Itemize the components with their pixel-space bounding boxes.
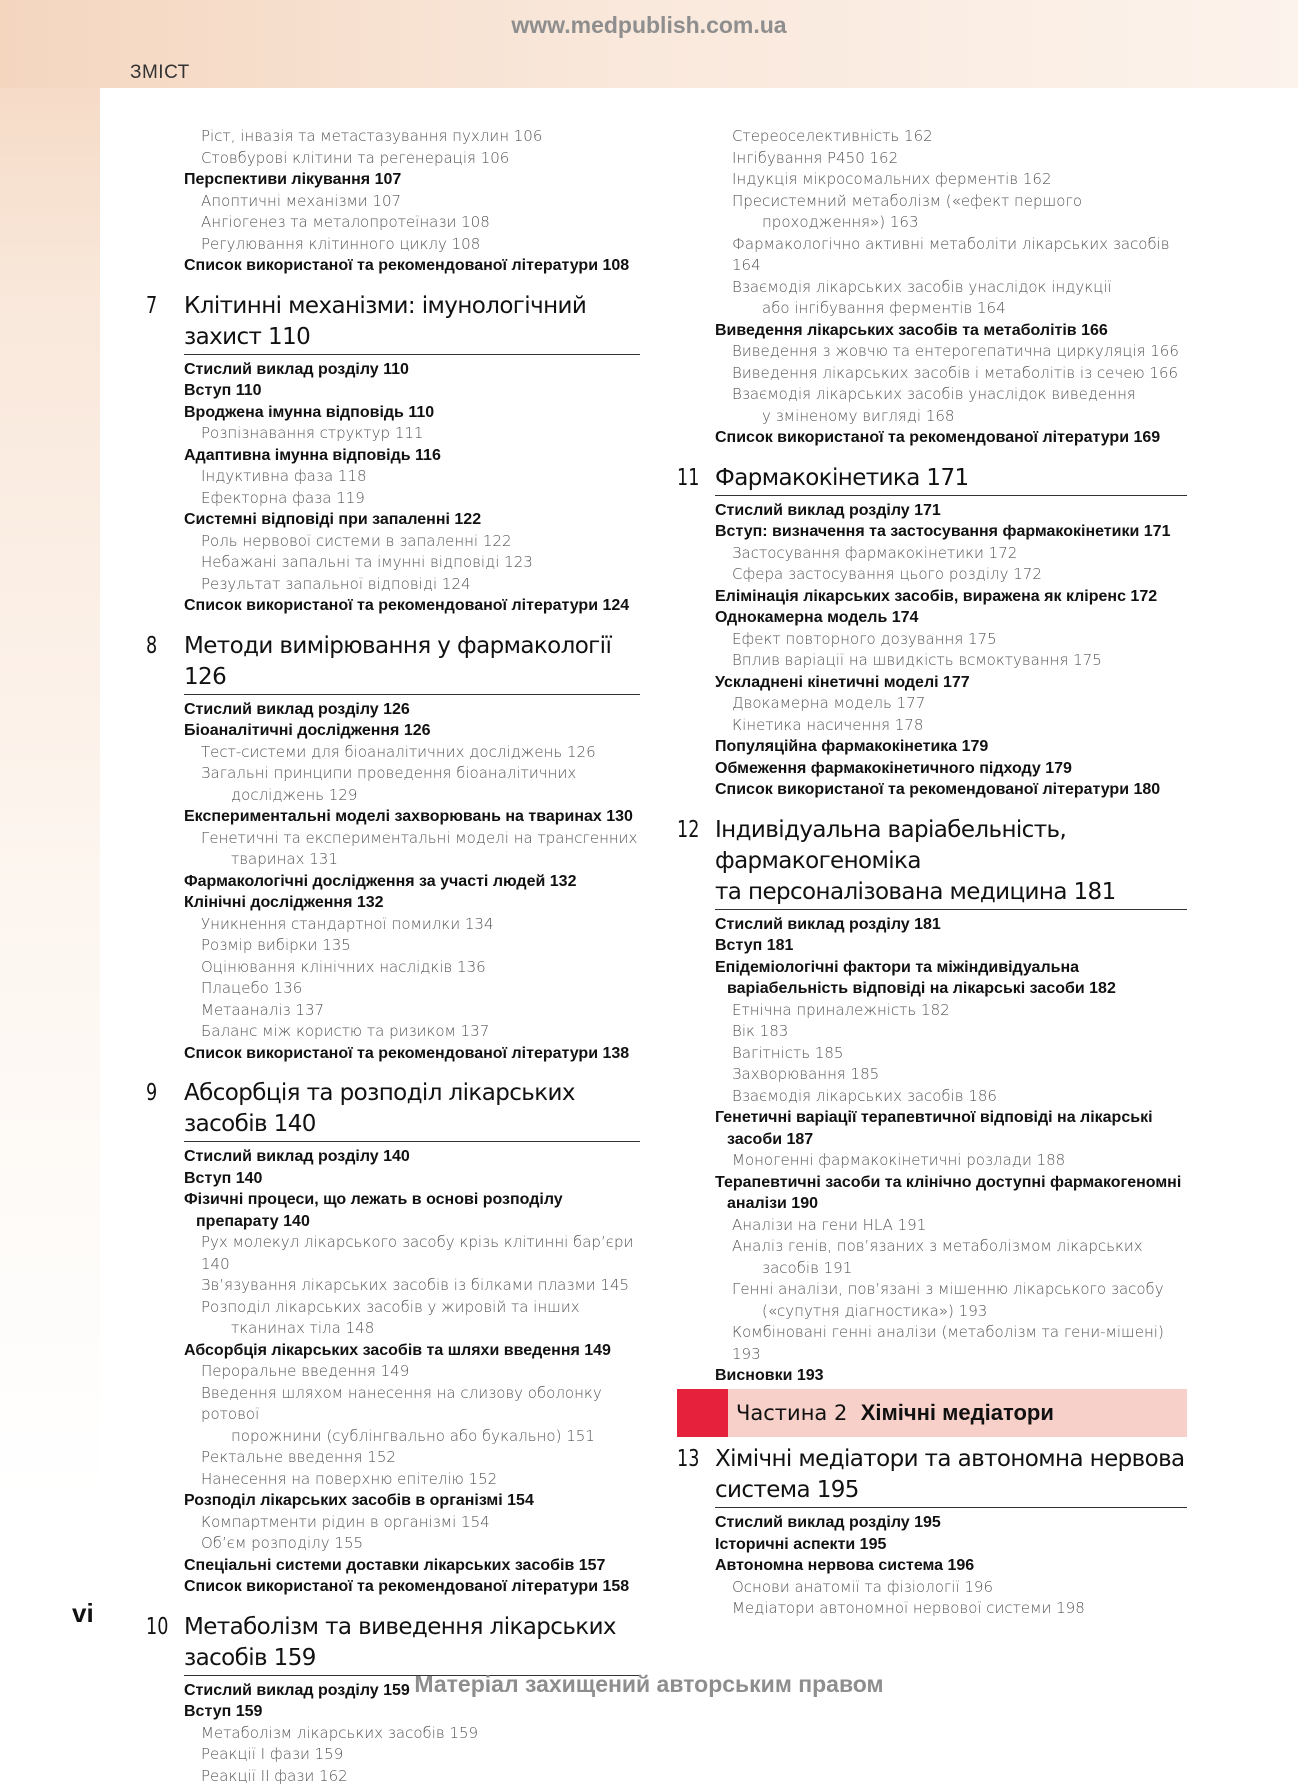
toc-subsection-entry[interactable]: [201, 1000, 640, 1022]
toc-section-entry[interactable]: [184, 720, 640, 742]
toc-entry-text: Список використаної та рекомендованої літератури 108: [184, 257, 629, 274]
toc-section-entry[interactable]: [184, 1576, 640, 1598]
toc-entry-text: Елімінація лікарських засобів, виражена як кліренс 172: [715, 588, 1157, 605]
toc-entry-text: Терапевтичні засоби та клінічно доступні фармакогеномні: [715, 1174, 1181, 1191]
toc-entry-text: Метааналіз 137: [201, 1001, 324, 1019]
chapter-heading: [146, 291, 640, 355]
toc-entry-text: Аналіз генів, пов’язаних з метаболізмом лікарських: [732, 1237, 1143, 1255]
toc-subsection-entry[interactable]: [201, 552, 640, 574]
toc-entry-text: Вік 183: [732, 1022, 788, 1040]
chapter-title-text: Фармакокінетика 171: [715, 463, 969, 494]
toc-entry-text: Перспективи лікування 107: [184, 171, 401, 188]
toc-entry-text: Вступ: визначення та застосування фармакокінетики 171: [715, 523, 1170, 540]
toc-subsection-entry[interactable]: [732, 1086, 1187, 1108]
toc-subsection-entry[interactable]: [732, 564, 1187, 586]
chapter-title-text: Хімічні медіатори та автономна нервова: [715, 1444, 1185, 1475]
toc-entry-text: Пресистемний метаболізм («ефект першого: [732, 192, 1082, 210]
toc-subsection-entry[interactable]: [201, 1383, 640, 1448]
chapter-heading: [677, 463, 1187, 496]
toc-section-entry[interactable]: [184, 1340, 640, 1362]
toc-subsection-entry[interactable]: [732, 341, 1187, 363]
toc-entry-text: Ефект повторного дозування 175: [732, 630, 997, 648]
toc-subsection-entry[interactable]: [732, 148, 1187, 170]
chapter-title: [184, 1078, 640, 1142]
toc-subsection-entry[interactable]: [732, 629, 1187, 651]
toc-entry-text: Небажані запальні та імунні відповіді 123: [201, 553, 533, 571]
toc-subsection-entry[interactable]: [201, 1744, 640, 1766]
toc-subsection-entry[interactable]: [201, 1361, 640, 1383]
toc-entry-text: Об’єм розподілу 155: [201, 1534, 363, 1552]
toc-entry-text: Фізичні процеси, що лежать в основі розподілу: [184, 1191, 563, 1208]
toc-subsection-entry[interactable]: [201, 1275, 640, 1297]
toc-entry-text: Виведення лікарських засобів і метаболітів із сечею 166: [732, 364, 1178, 382]
toc-entry-text: Вступ 181: [715, 937, 793, 954]
chapter-number: 10: [146, 1612, 178, 1676]
chapter-title-text: Клітинні механізми: імунологічний захист 110: [184, 291, 640, 353]
toc-entry-text: Генетичні варіації терапевтичної відповіді на лікарські: [715, 1109, 1153, 1126]
chapter-title-continuation: та персоналізована медицина 181: [715, 877, 1187, 908]
toc-section-entry[interactable]: [184, 595, 640, 617]
toc-subsection-entry[interactable]: [201, 1469, 640, 1491]
toc-entry-text: Тест-системи для біоаналітичних досліджень 126: [201, 743, 596, 761]
toc-section-entry[interactable]: [184, 1168, 640, 1190]
toc-entry-text: Біоаналітичні дослідження 126: [184, 722, 431, 739]
toc-entry-text: Стислий виклад розділу 140: [184, 1148, 410, 1165]
chapter-title-text: Абсорбція та розподіл лікарських засобів 140: [184, 1078, 640, 1140]
toc-entry-text: Нанесення на поверхню епітелію 152: [201, 1470, 497, 1488]
toc-section-entry[interactable]: [715, 1365, 1187, 1387]
toc-section-entry[interactable]: [184, 892, 640, 914]
toc-entry-continuation: тваринах 131: [231, 849, 640, 871]
toc-entry-text: Вагітність 185: [732, 1044, 843, 1062]
toc-entry-text: Взаємодія лікарських засобів унаслідок виведення: [732, 385, 1136, 403]
chapter-number: 7: [146, 291, 178, 355]
chapter-number: 13: [677, 1444, 709, 1508]
toc-entry-text: Етнічна приналежність 182: [732, 1001, 950, 1019]
toc-entry-text: Розподіл лікарських засобів у жировій та інших: [201, 1298, 580, 1316]
chapter-number: 9: [146, 1078, 178, 1142]
chapter-heading: [146, 1612, 640, 1676]
toc-entry-continuation: або інгібування ферментів 164: [762, 298, 1187, 320]
toc-subsection-entry[interactable]: [732, 650, 1187, 672]
toc-section-entry[interactable]: [715, 736, 1187, 758]
toc-subsection-entry[interactable]: [732, 1150, 1187, 1172]
toc-entry-text: Спеціальні системи доставки лікарських засобів 157: [184, 1557, 605, 1574]
chapter-title: [184, 631, 640, 695]
toc-section-entry[interactable]: [184, 1555, 640, 1577]
toc-entry-text: Кінетика насичення 178: [732, 716, 923, 734]
toc-entry-text: Список використаної та рекомендованої літератури 180: [715, 781, 1160, 798]
toc-section-entry[interactable]: [715, 1172, 1187, 1215]
toc-entry-text: Автономна нервова система 196: [715, 1557, 974, 1574]
toc-section-entry[interactable]: [715, 1512, 1187, 1534]
toc-entry-text: Історичні аспекти 195: [715, 1536, 886, 1553]
toc-section-entry[interactable]: [184, 1146, 640, 1168]
toc-entry-text: Оцінювання клінічних наслідків 136: [201, 958, 486, 976]
toc-subsection-entry[interactable]: [732, 1577, 1187, 1599]
side-band: [0, 0, 100, 1711]
toc-entry-text: Стислий виклад розділу 195: [715, 1514, 941, 1531]
chapter-title: [184, 1612, 640, 1676]
toc-entry-text: Регулювання клітинного циклу 108: [201, 235, 480, 253]
part-banner: [677, 1389, 1187, 1437]
toc-entry-text: Ангіогенез та металопротеїнази 108: [201, 213, 490, 231]
toc-subsection-entry[interactable]: [201, 1447, 640, 1469]
toc-entry-continuation: варіабельність відповіді на лікарські засоби 182: [727, 978, 1187, 1000]
toc-subsection-entry[interactable]: [201, 234, 640, 256]
toc-section-entry[interactable]: [715, 1107, 1187, 1150]
toc-subsection-entry[interactable]: [201, 126, 640, 148]
toc-subsection-entry[interactable]: [732, 234, 1187, 277]
toc-section-entry[interactable]: [715, 957, 1187, 1000]
toc-entry-continuation: препарату 140: [196, 1211, 640, 1233]
toc-entry-text: Роль нервової системи в запаленні 122: [201, 532, 512, 550]
toc-section-entry[interactable]: [184, 1701, 640, 1723]
toc-section-entry[interactable]: [715, 672, 1187, 694]
toc-subsection-entry[interactable]: [201, 978, 640, 1000]
toc-subsection-entry[interactable]: [201, 828, 640, 871]
chapter-title: [715, 463, 1187, 496]
toc-subsection-entry[interactable]: [732, 543, 1187, 565]
toc-entry-text: Стислий виклад розділу 126: [184, 701, 410, 718]
toc-entry-continuation: засоби 187: [727, 1129, 1187, 1151]
toc-section-entry[interactable]: [715, 586, 1187, 608]
toc-subsection-entry[interactable]: [201, 191, 640, 213]
toc-entry-text: Вступ 140: [184, 1170, 262, 1187]
toc-entry-text: Метаболізм лікарських засобів 159: [201, 1724, 478, 1742]
toc-entry-continuation: порожнини (сублінгвально або букально) 151: [231, 1426, 640, 1448]
toc-column-right: [677, 126, 1187, 1408]
toc-subsection-entry[interactable]: [732, 693, 1187, 715]
toc-entry-text: Обмеження фармакокінетичного підходу 179: [715, 760, 1072, 777]
toc-entry-text: Моногенні фармакокінетичні розлади 188: [732, 1151, 1065, 1169]
toc-entry-text: Компартменти рідин в організмі 154: [201, 1513, 490, 1531]
toc-subsection-entry[interactable]: [201, 1723, 640, 1745]
toc-subsection-entry[interactable]: [201, 763, 640, 806]
toc-section-entry[interactable]: [184, 1043, 640, 1065]
toc-entry-text: Плацебо 136: [201, 979, 302, 997]
toc-entry-text: Введення шляхом нанесення на слизову оболонку ротової: [201, 1384, 602, 1424]
chapter-title-text: Методи вимірювання у фармакології 126: [184, 631, 640, 693]
toc-subsection-entry[interactable]: [732, 1064, 1187, 1086]
toc-entry-text: Стислий виклад розділу 181: [715, 916, 941, 933]
watermark-copyright: Матеріал захищений авторським правом: [0, 1671, 1298, 1698]
toc-subsection-entry[interactable]: [732, 715, 1187, 737]
toc-subsection-entry[interactable]: [201, 957, 640, 979]
chapter-title-text: Метаболізм та виведення лікарських засобів 159: [184, 1612, 640, 1674]
toc-section-entry[interactable]: [715, 320, 1187, 342]
toc-entry-text: Фармакологічно активні метаболіти лікарських засобів 164: [732, 235, 1170, 275]
toc-entry-text: Застосування фармакокінетики 172: [732, 544, 1017, 562]
toc-section-entry[interactable]: [184, 380, 640, 402]
toc-section-entry[interactable]: [715, 779, 1187, 801]
toc-entry-text: Вступ 110: [184, 382, 262, 399]
toc-subsection-entry[interactable]: [732, 169, 1187, 191]
toc-subsection-entry[interactable]: [732, 277, 1187, 320]
chapter-number: 11: [677, 463, 709, 496]
toc-entry-text: Баланс між користю та ризиком 137: [201, 1022, 489, 1040]
toc-section-entry[interactable]: [715, 427, 1187, 449]
toc-entry-text: Абсорбція лікарських засобів та шляхи введення 149: [184, 1342, 611, 1359]
chapter-heading: [146, 1078, 640, 1142]
toc-entry-text: Рух молекул лікарського засобу крізь клітинні бар’єри 140: [201, 1233, 633, 1273]
toc-subsection-entry[interactable]: [732, 191, 1187, 234]
toc-section-entry[interactable]: [715, 521, 1187, 543]
toc-entry-text: Вплив варіації на швидкість всмоктування 175: [732, 651, 1102, 669]
toc-entry-text: Двокамерна модель 177: [732, 694, 925, 712]
toc-entry-text: Системні відповіді при запаленні 122: [184, 511, 481, 528]
page-number: vi: [72, 1598, 94, 1629]
toc-subsection-entry[interactable]: [201, 531, 640, 553]
toc-entry-text: Висновки 193: [715, 1367, 824, 1384]
toc-entry-text: Захворювання 185: [732, 1065, 879, 1083]
toc-entry-continuation: тканинах тіла 148: [231, 1318, 640, 1340]
toc-subsection-entry[interactable]: [732, 1279, 1187, 1322]
toc-subsection-entry[interactable]: [732, 363, 1187, 385]
toc-entry-text: Уникнення стандартної помилки 134: [201, 915, 494, 933]
toc-section-entry[interactable]: [184, 871, 640, 893]
toc-entry-text: Виведення з жовчю та ентерогепатична циркуляція 166: [732, 342, 1179, 360]
toc-entry-text: Пероральне введення 149: [201, 1362, 409, 1380]
toc-section-entry[interactable]: [184, 359, 640, 381]
toc-entry-text: Ефекторна фаза 119: [201, 489, 365, 507]
toc-entry-text: Розмір вибірки 135: [201, 936, 351, 954]
part-color-block: [677, 1389, 728, 1437]
toc-entry-text: Вроджена імунна відповідь 110: [184, 404, 434, 421]
toc-entry-text: Адаптивна імунна відповідь 116: [184, 447, 441, 464]
toc-entry-continuation: у зміненому вигляді 168: [762, 406, 1187, 428]
toc-entry-text: Фармакологічні дослідження за участі людей 132: [184, 873, 576, 890]
toc-subsection-entry[interactable]: [201, 914, 640, 936]
toc-section-entry[interactable]: [184, 445, 640, 467]
toc-subsection-entry[interactable]: [732, 1021, 1187, 1043]
toc-section-entry[interactable]: [184, 402, 640, 424]
toc-subsection-entry[interactable]: [201, 574, 640, 596]
toc-entry-text: Розпізнавання структур 111: [201, 424, 423, 442]
toc-subsection-entry[interactable]: [732, 1000, 1187, 1022]
toc-section-entry[interactable]: [715, 500, 1187, 522]
toc-entry-text: Стислий виклад розділу 110: [184, 361, 409, 378]
toc-section-entry[interactable]: [715, 1555, 1187, 1577]
toc-entry-text: Стислий виклад розділу 171: [715, 502, 941, 519]
toc-entry-text: Виведення лікарських засобів та метаболітів 166: [715, 322, 1108, 339]
toc-subsection-entry[interactable]: [201, 212, 640, 234]
toc-subsection-entry[interactable]: [732, 1043, 1187, 1065]
chapter-title: [715, 815, 1187, 910]
chapter-heading: [146, 631, 640, 695]
toc-entry-text: Ускладнені кінетичні моделі 177: [715, 674, 970, 691]
toc-entry-text: Стовбурові клітини та регенерація 106: [201, 149, 509, 167]
chapter-heading: [677, 815, 1187, 910]
toc-entry-continuation: («супутня діагностика») 193: [762, 1301, 1187, 1323]
toc-entry-continuation: досліджень 129: [231, 785, 640, 807]
toc-entry-text: Загальні принципи проведення біоаналітичних: [201, 764, 576, 782]
toc-entry-text: Апоптичні механізми 107: [201, 192, 401, 210]
toc-column-left: [146, 126, 640, 1787]
toc-entry-text: Популяційна фармакокінетика 179: [715, 738, 988, 755]
toc-subsection-entry[interactable]: [732, 1322, 1187, 1365]
running-head: ЗМІСТ: [130, 62, 190, 84]
toc-subsection-entry[interactable]: [201, 1766, 640, 1787]
toc-entry-continuation: проходження») 163: [762, 212, 1187, 234]
toc-section-entry[interactable]: [184, 1490, 640, 1512]
toc-entry-text: Інгібування Р450 162: [732, 149, 898, 167]
chapter-heading: [677, 1444, 1187, 1508]
toc-subsection-entry[interactable]: [732, 1215, 1187, 1237]
toc-entry-text: Сфера застосування цього розділу 172: [732, 565, 1042, 583]
toc-section-entry[interactable]: [184, 169, 640, 191]
toc-column-right-lower: [677, 1444, 1187, 1620]
toc-entry-text: Однокамерна модель 174: [715, 609, 918, 626]
part-label: Частина 2: [736, 1401, 847, 1425]
toc-entry-text: Експериментальні моделі захворювань на тваринах 130: [184, 808, 633, 825]
toc-section-entry[interactable]: [184, 509, 640, 531]
toc-subsection-entry[interactable]: [201, 1232, 640, 1275]
toc-section-entry[interactable]: [184, 1189, 640, 1232]
toc-subsection-entry[interactable]: [201, 466, 640, 488]
toc-section-entry[interactable]: [715, 935, 1187, 957]
toc-subsection-entry[interactable]: [201, 148, 640, 170]
toc-entry-text: Список використаної та рекомендованої літератури 158: [184, 1578, 629, 1595]
toc-entry-text: Список використаної та рекомендованої літератури 169: [715, 429, 1160, 446]
toc-subsection-entry[interactable]: [732, 1236, 1187, 1279]
toc-entry-text: Клінічні дослідження 132: [184, 894, 384, 911]
toc-subsection-entry[interactable]: [732, 126, 1187, 148]
toc-entry-text: Генетичні та експериментальні моделі на трансгенних: [201, 829, 637, 847]
toc-entry-text: Стереоселективність 162: [732, 127, 933, 145]
toc-entry-text: Результат запальної відповіді 124: [201, 575, 471, 593]
chapter-title: [184, 291, 640, 355]
toc-entry-text: Реакції ІІ фази 162: [201, 1767, 348, 1785]
toc-entry-text: Стислий виклад розділу 159: [184, 1682, 410, 1699]
part-title: Хімічні медіатори: [861, 1400, 1054, 1425]
toc-entry-text: Медіатори автономної нервової системи 198: [732, 1599, 1085, 1617]
toc-entry-text: Індуктивна фаза 118: [201, 467, 367, 485]
toc-entry-text: Індукція мікросомальних ферментів 162: [732, 170, 1051, 188]
toc-subsection-entry[interactable]: [201, 1533, 640, 1555]
toc-entry-text: Основи анатомії та фізіології 196: [732, 1578, 993, 1596]
chapter-title: [715, 1444, 1187, 1508]
toc-entry-text: Вступ 159: [184, 1703, 262, 1720]
toc-entry-continuation: засобів 191: [762, 1258, 1187, 1280]
toc-section-entry[interactable]: [715, 758, 1187, 780]
toc-section-entry[interactable]: [715, 914, 1187, 936]
toc-entry-text: Ріст, інвазія та метастазування пухлин 106: [201, 127, 542, 145]
toc-subsection-entry[interactable]: [201, 423, 640, 445]
toc-entry-text: Реакції І фази 159: [201, 1745, 343, 1763]
toc-entry-text: Аналізи на гени HLA 191: [732, 1216, 926, 1234]
toc-subsection-entry[interactable]: [201, 935, 640, 957]
watermark-url: www.medpublish.com.ua: [0, 12, 1298, 39]
toc-entry-text: Взаємодія лікарських засобів унаслідок індукції: [732, 278, 1112, 296]
toc-entry-text: Розподіл лікарських засобів в організмі 154: [184, 1492, 534, 1509]
chapter-number: 8: [146, 631, 178, 695]
chapter-number: 12: [677, 815, 709, 910]
toc-entry-text: Генні аналізи, пов’язані з мішенню лікарського засобу: [732, 1280, 1164, 1298]
toc-section-entry[interactable]: [715, 1534, 1187, 1556]
toc-subsection-entry[interactable]: [201, 1021, 640, 1043]
toc-section-entry[interactable]: [184, 806, 640, 828]
toc-subsection-entry[interactable]: [201, 1512, 640, 1534]
part-heading: [736, 1400, 1054, 1426]
toc-entry-text: Список використаної та рекомендованої літератури 124: [184, 597, 629, 614]
toc-subsection-entry[interactable]: [201, 1297, 640, 1340]
toc-section-entry[interactable]: [184, 699, 640, 721]
toc-entry-text: Комбіновані генні аналізи (метаболізм та гени-мішені) 193: [732, 1323, 1164, 1363]
toc-section-entry[interactable]: [715, 607, 1187, 629]
chapter-title-continuation: система 195: [715, 1475, 1187, 1506]
toc-entry-text: Список використаної та рекомендованої літератури 138: [184, 1045, 629, 1062]
toc-entry-text: Зв’язування лікарських засобів із білками плазми 145: [201, 1276, 629, 1294]
toc-entry-text: Ректальне введення 152: [201, 1448, 396, 1466]
toc-subsection-entry[interactable]: [201, 742, 640, 764]
toc-entry-text: Взаємодія лікарських засобів 186: [732, 1087, 997, 1105]
toc-subsection-entry[interactable]: [201, 488, 640, 510]
toc-section-entry[interactable]: [184, 255, 640, 277]
toc-entry-continuation: аналізи 190: [727, 1193, 1187, 1215]
toc-entry-text: Епідеміологічні фактори та міжіндивідуальна: [715, 959, 1079, 976]
toc-subsection-entry[interactable]: [732, 384, 1187, 427]
chapter-title-text: Індивідуальна варіабельність, фармакогеноміка: [715, 815, 1187, 877]
toc-subsection-entry[interactable]: [732, 1598, 1187, 1620]
